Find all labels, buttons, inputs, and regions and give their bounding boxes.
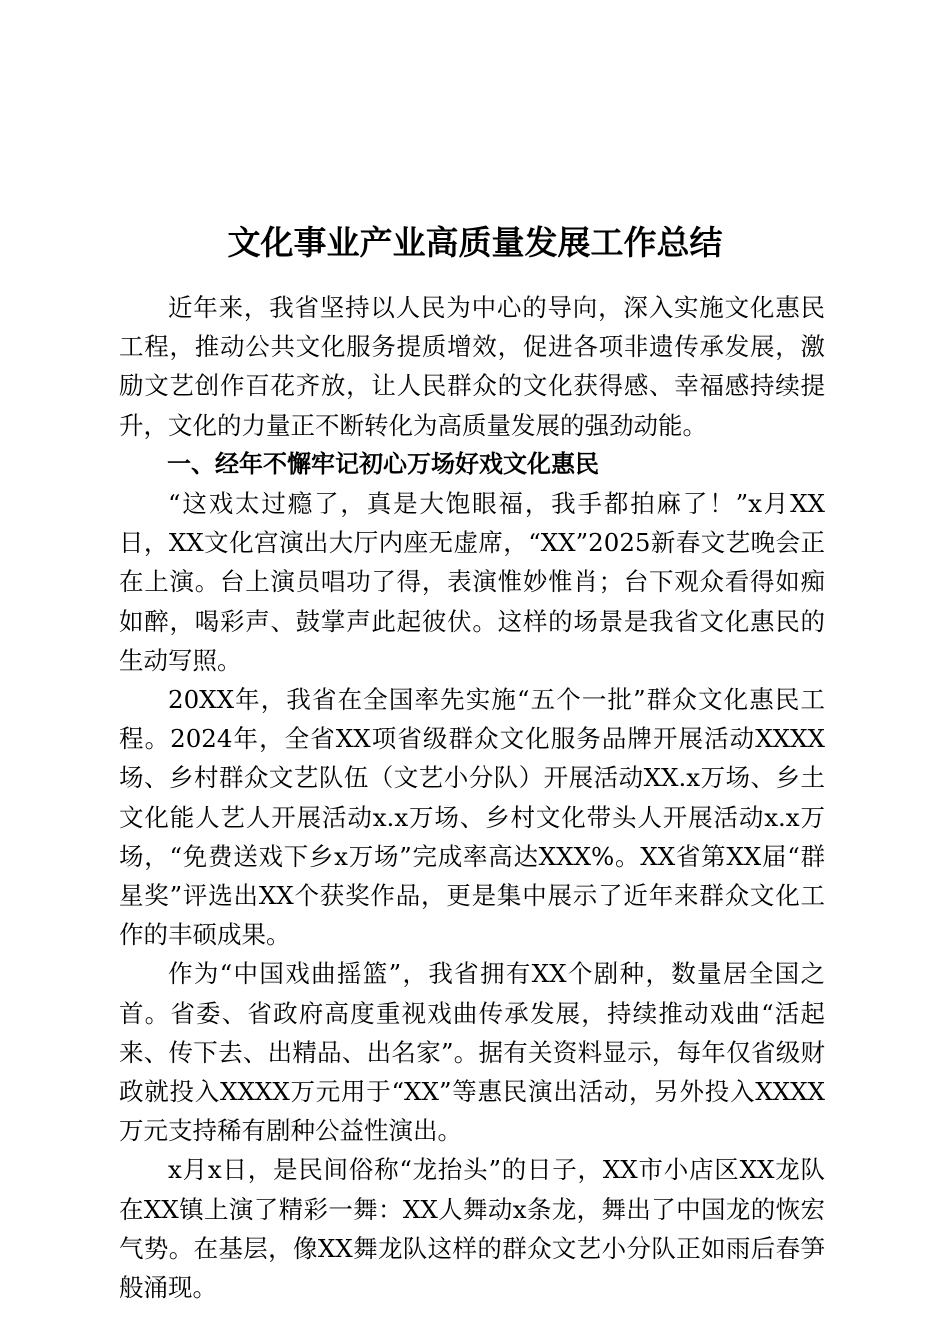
body-paragraph: 20XX年，我省在全国率先实施“五个一批”群众文化惠民工程。2024年，全省XX项省级群众文化服务品牌开展活动XXXX场、乡村群众文艺队伍（文艺小分队）开展活动XX.x万场、乡土文化能人艺人开展活动x.x万场、乡村文化带头人开展活动x.x万场，“免费送戏下乡x万场”完成率高达XXX%。XX省第XX届“群星奖”评选出XX个获奖作品，更是集中展示了近年来群众文化工作的丰硕成果。 — [119, 685, 825, 950]
section-heading: 一、经年不懈牢记初心万场好戏文化惠民 — [167, 449, 599, 478]
document-body — [119, 288, 825, 1307]
body-paragraph: “这戏太过瘾了，真是大饱眼福，我手都拍麻了！”x月XX日，XX文化宫演出大厅内座无虚席，“XX”2025新春文艺晚会正在上演。台上演员唱功了得，表演惟妙惟肖；台下观众看得如痴如醉，喝彩声、鼓掌声此起彼伏。这样的场景是我省文化惠民的生动写照。 — [119, 489, 825, 675]
body-paragraph: x月x日，是民间俗称“龙抬头”的日子，XX市小店区XX龙队在XX镇上演了精彩一舞：XX人舞动x条龙，舞出了中国龙的恢宏气势。在基层，像XX舞龙队这样的群众文艺小分队正如雨后春笋般涌现。 — [119, 1155, 825, 1303]
body-paragraph: 作为“中国戏曲摇篮”，我省拥有XX个剧种，数量居全国之首。省委、省政府高度重视戏曲传承发展，持续推动戏曲“活起来、传下去、出精品、出名家”。据有关资料显示，每年仅省级财政就投入XXXX万元用于“XX”等惠民演出活动，另外投入XXXX万元支持稀有剧种公益性演出。 — [119, 959, 825, 1146]
intro-paragraph: 近年来，我省坚持以人民为中心的导向，深入实施文化惠民工程，推动公共文化服务提质增效，促进各项非遗传承发展，激励文艺创作百花齐放，让人民群众的文化获得感、幸福感持续提升，文化的力量正不断转化为高质量发展的强劲动能。 — [119, 293, 825, 440]
document-title: 文化事业产业高质量发展工作总结 — [227, 223, 723, 263]
